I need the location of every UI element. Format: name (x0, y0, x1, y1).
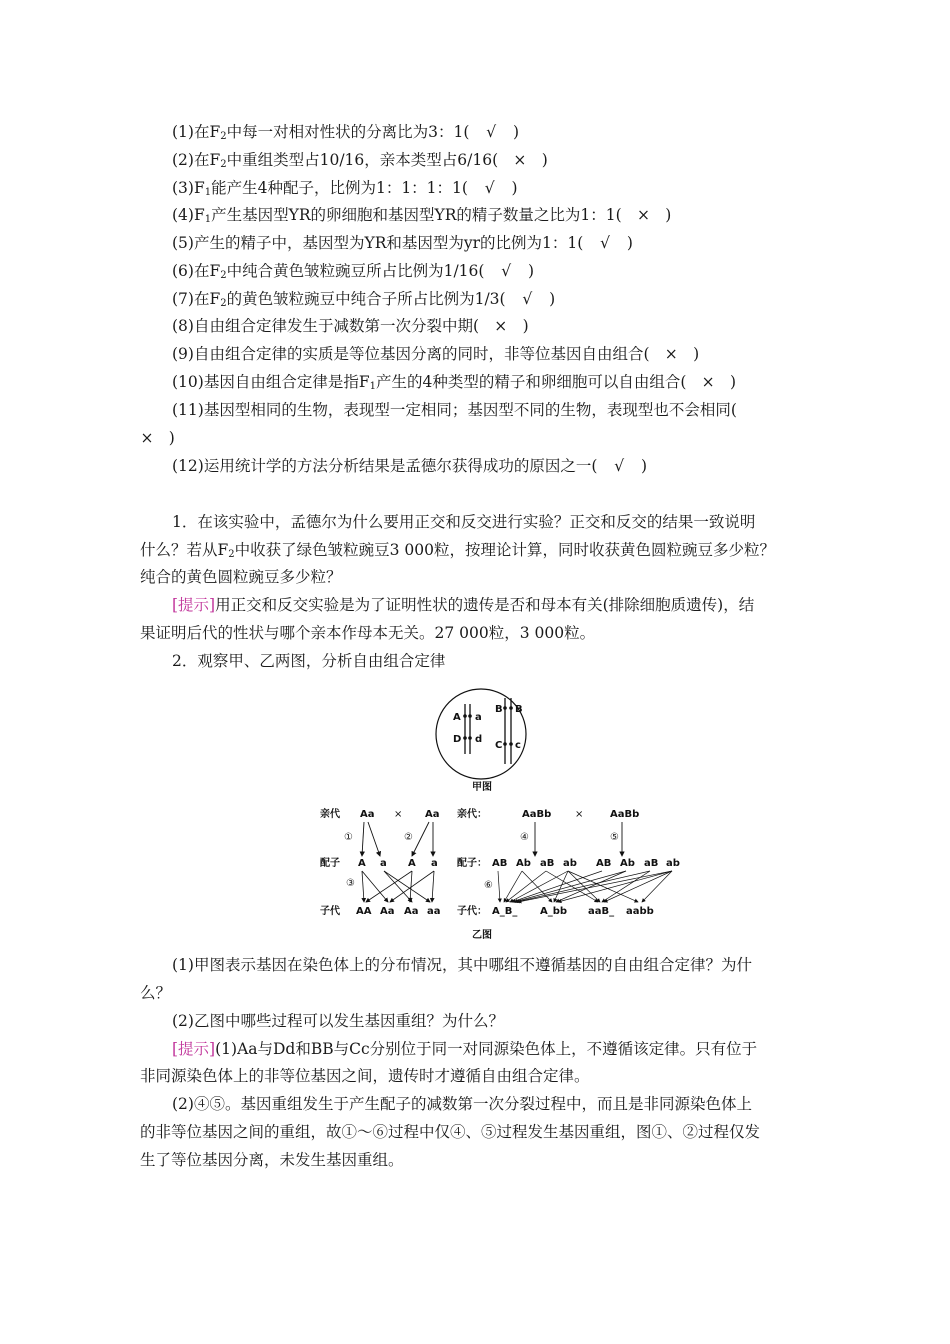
parent-label: 亲代： (457, 809, 487, 820)
gene-label: d (475, 734, 483, 745)
question-1: 1．在该实验中，孟德尔为什么要用正交和反交进行实验？正交和反交的结果一致说明 (172, 513, 756, 531)
judgment-item-6: (6)在$F_2$中纯合黄色皱粒豌豆所占比例为1/16( √ ) (172, 262, 535, 281)
question-1-line2: 什么？若从$F_2$中收获了绿色皱粒豌豆3 000粒，按理论计算，同时收获黄色圆粒豌豆多少粒？ (140, 541, 776, 560)
gamete: AB (596, 858, 612, 869)
gamete: ab (563, 858, 577, 869)
offspring-genotype: aa (427, 906, 441, 917)
jia-caption: 甲图 (472, 782, 492, 793)
check-mark: √ (522, 290, 533, 308)
question-1-line3: 纯合的黄色圆粒豌豆多少粒？ (140, 568, 342, 586)
offspring-label: 子代 (320, 906, 340, 917)
answer-2: [提示](1)Aa与Dd和BB与Cc分别位于同一对同源染色体上，不遵循该定律。只有位于 (172, 1040, 758, 1058)
gamete-label: 配子 (320, 858, 340, 869)
offspring-phenotype-class: aabb (626, 906, 654, 917)
judgment-item-10: (10)基因自由组合定律是指$F_1$产生的4种类型的精子和卵细胞可以自由组合( × ) (172, 373, 736, 392)
step-label: ⑤ (610, 832, 619, 843)
answer-2-part2-line3: 生了等位基因分离，未发生基因重组。 (140, 1151, 404, 1169)
genetics-diagram-svg (300, 680, 680, 945)
gamete: ab (666, 858, 680, 869)
gene-label: c (515, 740, 521, 751)
answer-1: [提示]用正交和反交实验是为了证明性状的遗传是否和母本有关(排除细胞质遗传)，结 (172, 596, 755, 614)
parent-genotype: Aa (425, 809, 440, 820)
check-mark: √ (486, 123, 497, 141)
judgment-item-3: $(3)F_1$能产生4种配子，比例为1：1：1：1( √ ) (172, 179, 518, 198)
parent-genotype: AaBb (522, 809, 552, 820)
parent-genotype: AaBb (610, 809, 640, 820)
answer-2-line2: 非同源染色体上的非等位基因之间，遗传时才遵循自由组合定律。 (140, 1067, 590, 1085)
offspring-phenotype-class: A_bb (540, 906, 568, 917)
judgment-item-7: (7)在$F_2$的黄色皱粒豌豆中纯合子所占比例为1/3( √ ) (172, 290, 556, 309)
gamete-label: 配子： (457, 858, 487, 869)
cross-mark: × (664, 345, 678, 363)
step-label: ⑥ (484, 880, 493, 891)
gamete: aB (644, 858, 659, 869)
judgment-item-11-cont: × ) (140, 429, 175, 447)
offspring-genotype: AA (356, 906, 372, 917)
genetics-figure (300, 680, 680, 945)
gamete: A (358, 858, 366, 869)
hint-label: [提示] (172, 596, 216, 614)
step-label: ④ (520, 832, 529, 843)
answer-2-part2-line2: 的非等位基因之间的重组，故①～⑥过程中仅④、⑤过程发生基因重组，图①、②过程仅发 (140, 1123, 761, 1141)
gene-label: C (495, 740, 503, 751)
yi-caption: 乙图 (472, 930, 492, 941)
judgment-item-12: (12)运用统计学的方法分析结果是孟德尔获得成功的原因之一( √ ) (172, 457, 647, 475)
judgment-item-11: (11)基因型相同的生物，表现型一定相同；基因型不同的生物，表现型也不会相同( (172, 401, 737, 419)
gamete: A (408, 858, 416, 869)
parent-label: 亲代 (320, 809, 340, 820)
cross-symbol: × (575, 809, 584, 820)
judgment-item-1: (1)在$F_2$中每一对相对性状的分离比为3：1( √ ) (172, 123, 519, 142)
gene-label: A (453, 712, 461, 723)
parent-genotype: Aa (360, 809, 375, 820)
gamete: AB (492, 858, 508, 869)
gamete: Ab (516, 858, 531, 869)
gene-label: D (453, 734, 462, 745)
offspring-genotype: Aa (404, 906, 419, 917)
gamete: a (380, 858, 387, 869)
cross-mark: × (701, 373, 715, 391)
judgment-item-5: (5)产生的精子中，基因型为YR和基因型为yr的比例为1：1( √ ) (172, 234, 633, 252)
offspring-phenotype-class: aaB_ (588, 906, 615, 917)
gamete: aB (540, 858, 555, 869)
offspring-label: 子代： (457, 906, 487, 917)
question-2: 2．观察甲、乙两图，分析自由组合定律 (172, 652, 446, 670)
gene-label: B (515, 704, 523, 715)
gene-label: B (495, 704, 503, 715)
judgment-item-8: (8)自由组合定律发生于减数第一次分裂中期( × ) (172, 317, 529, 335)
question-2-sub-1-cont: 么？ (140, 984, 172, 1002)
judgment-item-9: (9)自由组合定律的实质是等位基因分离的同时，非等位基因自由组合( × ) (172, 345, 700, 363)
cross-mark: × (513, 151, 527, 169)
gamete: Ab (620, 858, 635, 869)
judgment-item-4: $(4)F_1$产生基因型YR的卵细胞和基因型YR的精子数量之比为1：1( × ) (172, 206, 672, 225)
cross-mark: × (636, 206, 650, 224)
cross-symbol: × (394, 809, 403, 820)
cross-mark: × (140, 429, 154, 447)
hint-label: [提示] (172, 1040, 216, 1058)
judgment-item-2: (2)在$F_2$中重组类型占10/16，亲本类型占6/16( × ) (172, 151, 548, 170)
check-mark: √ (484, 179, 495, 197)
step-label: ① (344, 832, 353, 843)
step-label: ③ (346, 878, 355, 889)
answer-1-line2: 果证明后代的性状与哪个亲本作母本无关。27 000粒，3 000粒。 (140, 624, 596, 642)
offspring-phenotype-class: A_B_ (492, 906, 518, 917)
gamete: a (431, 858, 438, 869)
question-2-sub-1: (1)甲图表示基因在染色体上的分布情况，其中哪组不遵循基因的自由组合定律？为什 (172, 956, 752, 974)
gene-label: a (475, 712, 482, 723)
check-mark: √ (501, 262, 512, 280)
cross-mark: × (494, 317, 508, 335)
question-2-sub-2: (2)乙图中哪些过程可以发生基因重组？为什么？ (172, 1012, 504, 1030)
answer-2-part2: (2)④⑤。基因重组发生于产生配子的减数第一次分裂过程中，而且是非同源染色体上 (172, 1095, 752, 1113)
step-label: ② (404, 832, 413, 843)
check-mark: √ (600, 234, 611, 252)
offspring-genotype: Aa (380, 906, 395, 917)
check-mark: √ (614, 457, 625, 475)
